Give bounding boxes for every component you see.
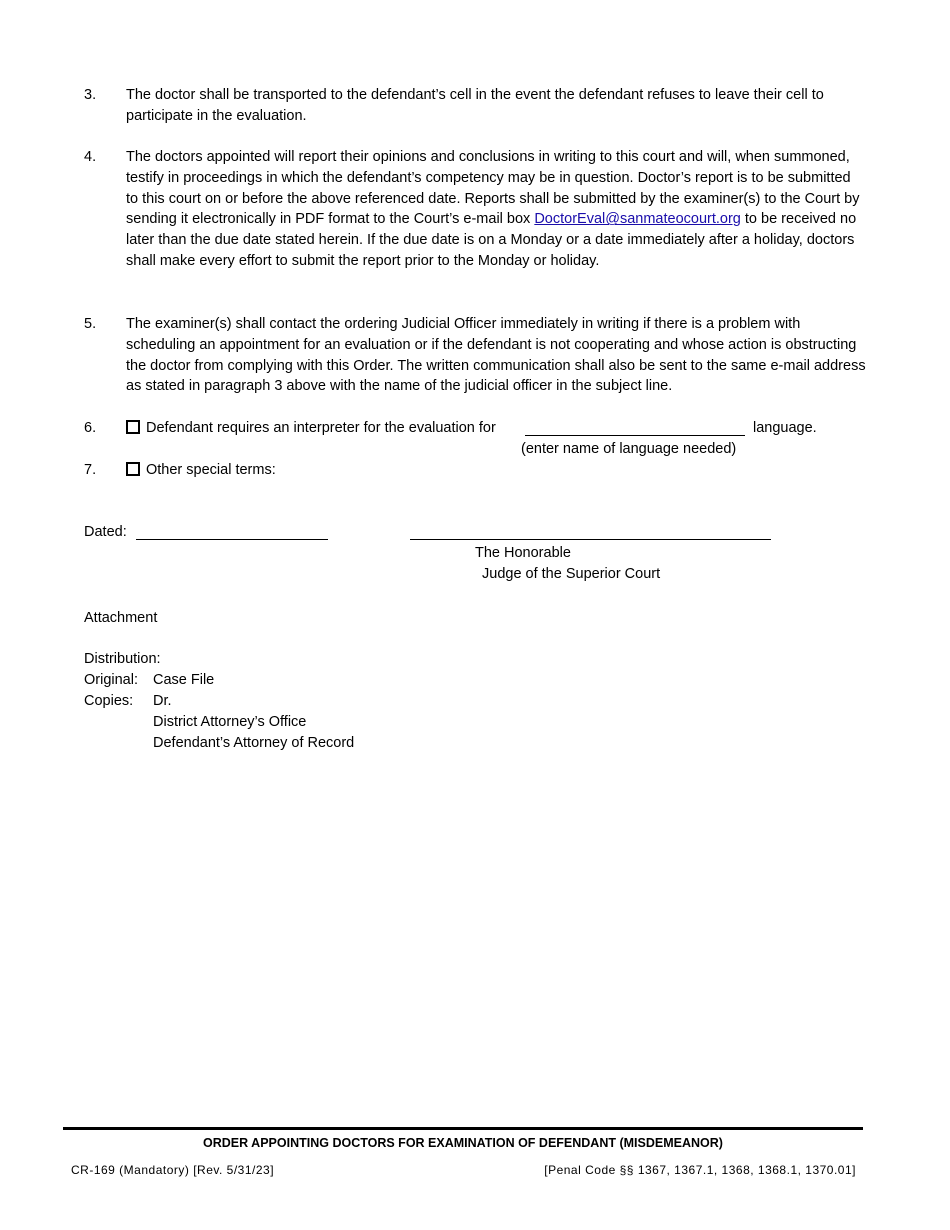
copy-item: Dr.	[153, 693, 172, 709]
interpreter-label: Defendant requires an interpreter for the evaluation for	[146, 420, 496, 436]
date-field[interactable]	[136, 539, 328, 540]
paragraph-number: 3.	[84, 87, 97, 103]
email-link[interactable]: DoctorEval@sanmateocourt.org	[534, 211, 741, 228]
paragraph-text-before: The doctors appointed will report their opinions and conclusions in writing to this court and will, when summoned, testify in proceedings in which the defendant’s competency may be in question. Doctor’s report is to be submitted to this court on or before the above referenced date. Reports shall be submitted by the examiner(s) to the Court by sending it electronically in PDF format to the Court’s e-mail box	[126, 149, 860, 228]
original-label: Original:	[84, 672, 138, 688]
interpreter-checkbox[interactable]	[126, 420, 140, 434]
form-title: ORDER APPOINTING DOCTORS FOR EXAMINATION OF DEFENDANT (MISDEMEANOR)	[203, 1136, 723, 1150]
language-field[interactable]	[525, 435, 745, 436]
paragraph-number: 7.	[84, 462, 97, 478]
attachment-label: Attachment	[84, 610, 158, 626]
special-terms-label: Other special terms:	[146, 462, 276, 478]
paragraph-text: The examiner(s) shall contact the ordering Judicial Officer immediately in writing if there is a problem with scheduling an appointment for an evaluation or if the defendant is not cooperating and whose action is obstructing the doctor from complying with this Order. The written communication shall also be sent to the same e-mail address as stated in paragraph 3 above with the name of the judicial officer in the subject line.	[126, 316, 866, 395]
judge-title: Judge of the Superior Court	[482, 566, 661, 582]
paragraph-text: The doctor shall be transported to the defendant’s cell in the event the defendant refuses to leave their cell to participate in the evaluation.	[126, 87, 824, 124]
judge-signature-line[interactable]	[410, 539, 771, 540]
paragraph-number: 6.	[84, 420, 97, 436]
language-hint: (enter name of language needed)	[521, 441, 737, 457]
dated-label: Dated:	[84, 524, 127, 540]
form-id: CR-169 (Mandatory) [Rev. 5/31/23]	[71, 1163, 275, 1177]
code-reference: [Penal Code §§ 1367, 1367.1, 1368, 1368.1, 1370.01]	[544, 1163, 856, 1177]
honorable-label: The Honorable	[475, 545, 571, 561]
paragraph-text	[126, 147, 866, 272]
paragraph-number: 4.	[84, 149, 97, 165]
copies-label: Copies:	[84, 693, 134, 709]
copy-item: Defendant’s Attorney of Record	[153, 735, 355, 751]
special-terms-line	[126, 460, 866, 481]
footer-rule	[63, 1127, 863, 1130]
copy-item: District Attorney’s Office	[153, 714, 307, 730]
paragraph-text-after: to be received no later than the due date stated herein. If the due date is on a Monday or a date immediately after a holiday, doctors shall make every effort to submit the report prior to the Monday or holiday.	[126, 211, 857, 269]
special-terms-checkbox[interactable]	[126, 462, 140, 476]
paragraph-number: 5.	[84, 316, 97, 332]
original-value: Case File	[153, 672, 215, 688]
interpreter-row	[84, 418, 874, 462]
distribution-heading: Distribution:	[84, 651, 161, 667]
language-suffix: language.	[753, 420, 817, 436]
